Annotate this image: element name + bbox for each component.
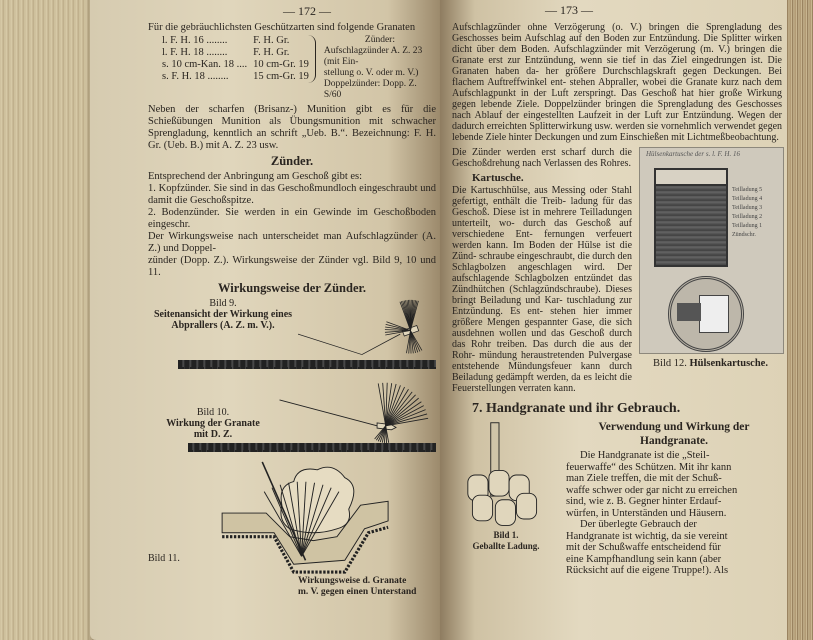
paragraph-line: Splitterwirkung usw. werden sie vornehmlich verwendet gegen lebende Ziele hinter <box>452 121 783 143</box>
paragraph-line: dicht über dem Boden. <box>452 44 550 55</box>
gun-table-section <box>162 35 436 101</box>
kartusche-line: fernungen verfeuert werden kann. <box>452 229 633 251</box>
kartusche-line: aufschlagende Schlagbolzen entzündet <box>452 273 614 284</box>
paragraph-line: eine Kampfhandlung sein kann (aber <box>566 553 722 565</box>
fig12 <box>639 147 782 370</box>
paragraph-line: des Rohres. <box>584 158 631 169</box>
table-cell-shell: F. H. Gr. <box>253 35 290 46</box>
paragraph-line: Aufschlagzünder mit Verzögerung (m. V.) bringen die Granate erst zur <box>452 44 782 66</box>
paragraph-aufschlag <box>452 22 782 143</box>
subheading-2: Handgranate. <box>639 435 709 447</box>
kartusche-line: mehrere Teilladungen unterteilt, wo- <box>452 207 632 229</box>
kartusche-line: wollen und das Geschoß durch das Rohr <box>452 328 633 350</box>
table-cell-gun: l. F. H. 18 ........ <box>162 47 228 58</box>
paragraph-line: Doppelzünder bringen die Sprengladung des Geschosses nach Ablauf der <box>452 99 783 121</box>
fig1 <box>452 420 560 552</box>
kartusche-line: gespannter Gase, die sich ausdehnen <box>452 317 633 339</box>
cartridge-top <box>654 168 728 186</box>
paragraph-zuender-scharf <box>452 147 632 169</box>
kartusche-line: oder Stahl gefertigt, enthält die Treib- <box>452 185 632 207</box>
paragraph-line: Rücksicht auf die eigene Truppe!). Als <box>566 565 729 576</box>
fig12-image <box>639 147 784 354</box>
subheading-1: Verwendung und Wirkung der <box>598 421 750 433</box>
fig9-ground <box>178 360 436 369</box>
fig12-annotation: Teilladung 4 <box>732 196 763 202</box>
paragraph-line: stehen Abpraller, wobei die Granate kurz nach dem Aufschlagpunkt in der Luft <box>452 77 782 99</box>
fuze-note-line: Zünder: <box>364 35 395 45</box>
kartusche-line: Schlagbolzen angeschlagen wird. Der <box>452 262 632 273</box>
fig1-label: Bild 1. <box>493 530 519 540</box>
paragraph-line: eingestellten Laufzeit in der Luft zur Entzündung. Wegen der dadurch erreichten <box>452 110 783 132</box>
charge-can <box>472 495 492 521</box>
fig12-caption-row <box>639 358 782 370</box>
paragraph-munition <box>148 104 436 152</box>
fuze-note-line: Aufschlagzünder A. Z. 23 (mit Ein- <box>323 46 423 67</box>
kartusche-line: tuschladung zur Entzündung. Es ent- <box>452 295 632 317</box>
paragraph-line: waffe schwer oder gar nicht zu erreichen <box>566 484 738 496</box>
fig10-caption-block <box>148 377 278 440</box>
table-cell-gun: l. F. H. 16 ........ <box>162 35 228 46</box>
paragraph-line: schrift „Ueb. B.“. Bezeichnung: F. H. Gr. (Ueb. B.) mit A. Z. 23 usw. <box>148 128 437 151</box>
fig9-caption-2: Abprallers (A. Z. m. V.). <box>171 320 275 331</box>
handgranate-section <box>452 420 782 577</box>
fig1-caption: Geballte Ladung. <box>472 541 540 551</box>
intro-line: Für die gebräuchlichsten Geschützarten sind folgende Granaten <box>148 22 416 33</box>
cartridge-base <box>668 276 744 352</box>
kartusche-line: mündung heraustretenden Pulvergase <box>479 350 632 361</box>
right-page-content <box>452 22 782 577</box>
fig10-label: Bild 10. <box>196 407 230 418</box>
paragraph-line: Die Zünder werden erst scharf <box>452 147 586 158</box>
paragraph-line: Geschosses beim Aufschlag auf den Boden zur Entzündung. Die Splitter wirken <box>452 33 782 44</box>
paragraph-line: Der Wirkungsweise nach unterscheidet man Aufschlagzünder (A. Z.) und Doppel- <box>148 231 436 254</box>
paragraph-line: feuerwaffe“ des Schützen. Mit ihr kann <box>566 461 732 473</box>
page-edges-right <box>787 0 813 640</box>
kartusche-line: schraube eingeschraubt, die durch den <box>478 251 632 262</box>
fig12-annotation: Teilladung 2 <box>732 214 763 220</box>
fig11-label: Bild 11. <box>148 553 180 564</box>
gun-table <box>162 35 316 83</box>
paragraph-line: Handgranate ist wichtig, da sie vereint <box>566 530 728 542</box>
kartusche-line: ladung für das Geschoß. Diese ist in <box>452 196 632 218</box>
fig9-drawing <box>298 298 436 360</box>
charge-can <box>516 493 536 519</box>
fig1-drawing <box>452 420 557 530</box>
fuze-note-line: stellung o. V. oder m. V.) <box>323 68 419 78</box>
fig11 <box>148 458 436 576</box>
handgranate-text <box>566 420 782 577</box>
paragraph-line: 2. Bodenzünder. Sie werden in ein Gewinde im Geschoßboden eingeschr. <box>148 207 436 230</box>
paragraph-line: zerspringt. Das Geschoß hat hier große Wirkung gegen lebende Ziele. <box>452 88 783 110</box>
charge-can <box>495 500 515 526</box>
kartusche-line: entstehende Mündungsfeuer kann durch <box>452 361 632 372</box>
paragraph-zuender <box>148 171 436 279</box>
paragraph-handgranate <box>566 450 782 577</box>
kartusche-line: Beiladung gedämpft werden, da es <box>452 372 592 383</box>
fig12-label: Bild 12. <box>653 358 687 369</box>
heading-wirkungsweise: Wirkungsweise der Zünder. <box>217 281 367 295</box>
paragraph-line: Aufschlagzünder ohne Verzögerung (o. V.) bringen die Sprengladung des <box>452 22 782 33</box>
fig10-caption-1: Wirkung der Granate <box>166 418 260 429</box>
fig10-caption-2: mit D. Z. <box>193 429 233 440</box>
kartusche-line: leicht die Feuerstellungen verraten kann. <box>452 372 632 394</box>
left-page-content <box>148 22 436 598</box>
paragraph-line: zünder (Dopp. Z.). Wirkungsweise der Zünder vgl. Bild 9, 10 und 11. <box>148 255 436 278</box>
fig12-caption: Hülsenkartusche. <box>689 358 768 369</box>
page-edges-left <box>0 0 95 640</box>
paragraph-line: Munition als Übungsmunition mit schwacher Sprengladung, kenntlich an <box>148 116 436 139</box>
kartusche-section <box>452 147 782 395</box>
fuze-note-line: Doppelzünder: Dopp. Z. S/60 <box>323 79 417 100</box>
fig9 <box>148 298 436 360</box>
page-number-left: — 172 — <box>283 4 331 18</box>
paragraph-line: man Ziele treffen, die mit der Schuß- <box>566 473 722 484</box>
fig9-caption-block <box>148 298 298 331</box>
table-cell-shell: F. H. Gr. <box>253 47 290 58</box>
table-cell-gun: s. 10 cm-Kan. 18 .... <box>162 59 248 70</box>
paragraph-line: Deckungen und zum Einschießen mit Lichtmeßbeobachtung. <box>534 132 779 143</box>
fig12-annotation: Teilladung 5 <box>732 187 763 193</box>
kartusche-line: durch das Geschoß auf verschiedene Ent- <box>452 218 633 240</box>
fig11-caption-2: m. V. gegen einen Unterstand <box>298 587 417 597</box>
kartusche-line: Die Kartuschhülse, aus Messing <box>452 185 586 196</box>
kartusche-line: Im Boden der Hülse ist die Zünd- <box>452 240 633 262</box>
fig12-annotation: Teilladung 1 <box>732 223 763 229</box>
paragraph-line: Neben der scharfen (Brisanz-) Munition gibt es für die Schießübungen <box>148 104 436 127</box>
table-cell-shell: 10 cm-Gr. 19 <box>253 59 309 70</box>
heading-zuender: Zünder. <box>270 154 314 168</box>
kartusche-line: treiben. Das durch die aus der Rohr- <box>452 339 632 361</box>
fig10-drawing <box>278 377 436 443</box>
fig11-drawing <box>218 458 393 576</box>
paragraph-line: sind, wie z. B. Gegner hinter Erdauf- <box>566 496 722 507</box>
paragraph-line: her größere Durchschlagskraft gegen Deckungen. Bei flachem Auftreffwinkel ent- <box>452 66 783 88</box>
paragraph-line: Entzündung, wenn sie tief in das Ziel eingedrungen ist. Die Granaten haben da- <box>452 55 782 77</box>
fig12-annotation: Zündschr. <box>732 232 756 238</box>
fuze-note <box>324 35 436 101</box>
paragraph-kartusche <box>452 185 632 394</box>
table-cell-gun: s. F. H. 18 ........ <box>162 71 229 82</box>
fig12-annotations <box>732 186 762 240</box>
fig9-caption-1: Seitenansicht der Wirkung eines <box>153 309 293 320</box>
heading-handgranate: 7. Handgranate und ihr Gebrauch. <box>472 401 681 416</box>
kartusche-line: stehen hier immer größere Mengen <box>452 306 633 328</box>
paragraph-line: Die Handgranate ist die „Steil- <box>580 450 710 461</box>
charge-can <box>489 470 509 496</box>
kartusche-line: das Zündhütchen (Schlagzündschraube). <box>452 273 633 295</box>
paragraph-line: Entsprechend der Anbringung am Geschoß gibt es: <box>148 171 363 182</box>
heading-kartusche: Kartusche. <box>472 172 524 184</box>
fig12-annotation: Teilladung 3 <box>732 205 763 211</box>
fig11-caption-1: Wirkungsweise d. Granate <box>298 576 407 586</box>
fig9-label: Bild 9. <box>209 298 237 309</box>
paragraph-line: Der überlegte Gebrauch der <box>580 519 697 530</box>
paragraph-line: durch die Geschoßdrehung nach Verlassen <box>452 147 632 169</box>
fig10-ground <box>188 443 436 452</box>
fig11-caption-block <box>298 576 436 598</box>
paragraph-line: 1. Kopfzünder. Sie sind in das Geschoßmundloch eingeschraubt und <box>148 183 436 194</box>
kartusche-column <box>452 147 632 395</box>
paragraph-line: damit die Geschoßspitze. <box>148 195 254 206</box>
fig10 <box>148 377 436 443</box>
paragraph-line: würfen, in Unterständen und Häusern. <box>566 507 727 519</box>
table-cell-shell: 15 cm-Gr. 19 <box>253 71 309 82</box>
paragraph-line: mit der Schußwaffe entscheidend für <box>566 542 721 553</box>
page-number-right: — 173 — <box>545 3 593 17</box>
kartusche-line: Dieses bringt Beiladung und Kar- <box>452 284 632 306</box>
fig12-title: Hülsenkartusche der s. l. F. H. 16 <box>646 150 740 158</box>
